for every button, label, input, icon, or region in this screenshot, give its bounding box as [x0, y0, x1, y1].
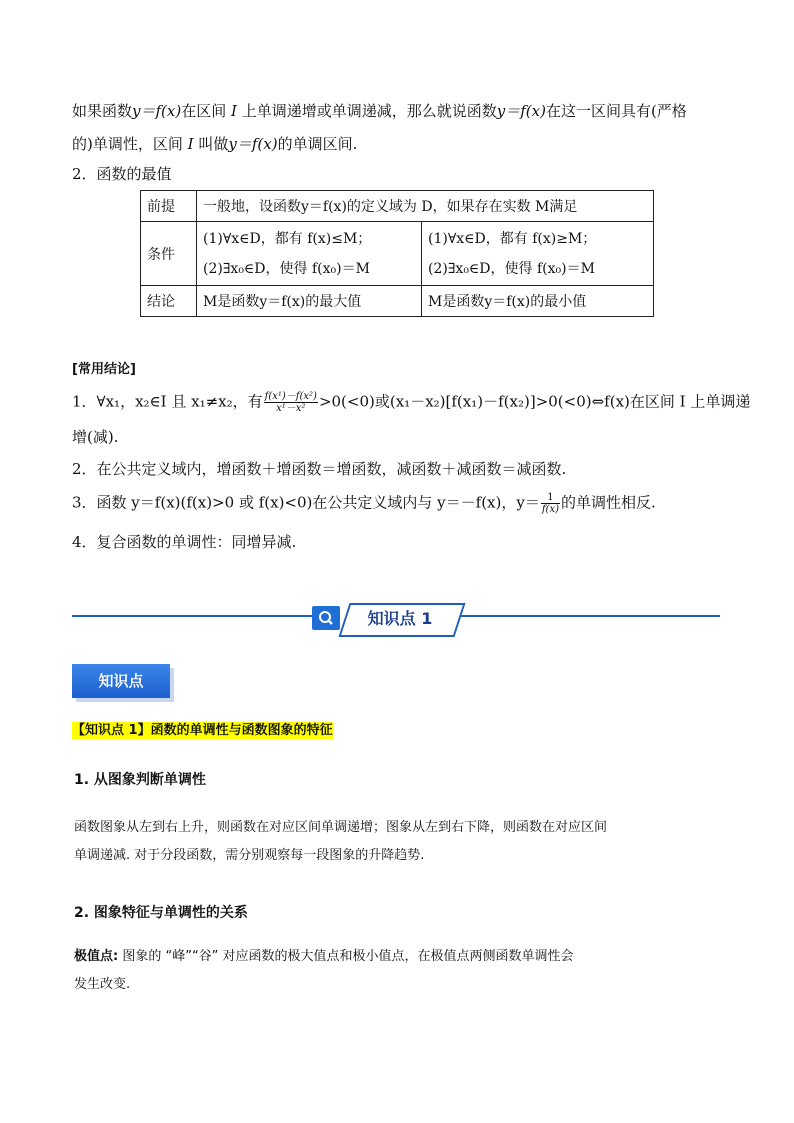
- conclusion-3: [72, 492, 656, 515]
- text: 在这一区间具有(严格: [545, 102, 687, 120]
- formula: y＝f(x): [228, 135, 278, 153]
- subsection-1-title: 1. 从图象判断单调性: [74, 772, 206, 788]
- conclusion-1-cont: 增(减).: [72, 428, 119, 446]
- section-title-extrema: 2．函数的最值: [72, 165, 172, 183]
- text: 图象的 “峰”“谷” 对应函数的极大值点和极小值点，在极值点两侧函数单调性会: [118, 949, 574, 964]
- term-label: 极值点:: [74, 949, 119, 964]
- max-conclusion-cell: M是函数y＝f(x)的最大值: [197, 286, 422, 317]
- text: >0(<0)或(x₁－x₂)[f(x₁)－f(x₂)]>0(<0)⇔f(x)在区间 I 上单调递: [318, 392, 751, 411]
- text: 叫做: [198, 135, 229, 153]
- body-line: 函数图象从左到右上升，则函数在对应区间单调递增；图象从左到右下降，则函数在对应区间: [74, 820, 608, 835]
- monotonic-definition-line2: [72, 134, 357, 154]
- conclusion-1: [72, 391, 750, 414]
- table-row: [141, 191, 654, 222]
- text: 1．∀x₁，x₂∈I 且 x₁≠x₂，有: [72, 392, 263, 411]
- highlight-text: 【知识点 1】函数的单调性与函数图象的特征: [72, 723, 333, 738]
- subsection-2-title: 2. 图象特征与单调性的关系: [74, 905, 248, 921]
- search-icon: [312, 606, 340, 630]
- extrema-table: [140, 190, 654, 317]
- monotonic-definition-line1: [72, 101, 687, 121]
- subsection-1-body: [74, 814, 724, 870]
- cell-line: (2)∃x₀∈D，使得 f(x₀)＝M: [428, 260, 595, 277]
- knowledge-tag: 知识点: [72, 664, 170, 698]
- cell-line: (1)∀x∈D，都有 f(x)≤M；: [203, 230, 372, 247]
- cell-line: (2)∃x₀∈D，使得 f(x₀)＝M: [203, 260, 370, 277]
- denominator: x¹－x²: [276, 403, 306, 414]
- text: 的单调性相反.: [561, 493, 656, 512]
- row-header: 结论: [141, 286, 197, 317]
- symbol: I: [187, 135, 194, 153]
- body-line: [74, 943, 724, 971]
- text: 的单调区间.: [277, 135, 358, 153]
- text: 3．函数 y＝f(x)(f(x)>0 或 f(x)<0)在公共定义域内与 y＝－f(x)，y＝: [72, 493, 540, 512]
- banner-title: 知识点 1: [367, 609, 433, 628]
- banner-rule-right: [458, 615, 720, 617]
- table-row: [141, 286, 654, 317]
- row-header: 条件: [141, 222, 197, 286]
- text: 在区间: [181, 102, 227, 120]
- formula: y＝f(x): [496, 102, 546, 120]
- numerator: f(x¹)－f(x²): [264, 391, 317, 402]
- text: 如果函数: [72, 102, 133, 120]
- min-condition-cell: [422, 222, 654, 286]
- conclusion-4: 4．复合函数的单调性：同增异减.: [72, 533, 297, 551]
- symbol: I: [231, 102, 237, 120]
- banner-rule-left: [72, 615, 316, 617]
- fraction: [541, 492, 560, 515]
- row-header: 前提: [141, 191, 197, 222]
- premise-cell: 一般地，设函数y＝f(x)的定义域为 D，如果存在实数 M满足: [197, 191, 654, 222]
- cell-line: (1)∀x∈D，都有 f(x)≥M；: [428, 230, 597, 247]
- text: 的)单调性，区间: [72, 135, 183, 153]
- subsection-2-body: [74, 943, 724, 999]
- max-condition-cell: [197, 222, 422, 286]
- text: 上单调递增或单调递减，那么就说函数: [241, 102, 497, 120]
- min-conclusion-cell: M是函数y＝f(x)的最小值: [422, 286, 654, 317]
- denominator: f(x): [541, 504, 559, 515]
- body-line: 单调递减. 对于分段函数，需分别观察每一段图象的升降趋势.: [74, 848, 425, 863]
- table-row: [141, 222, 654, 286]
- fraction: [264, 391, 318, 414]
- formula: y＝f(x): [132, 102, 182, 120]
- body-line: 发生改变.: [74, 977, 131, 992]
- knowledge-point-heading: [72, 719, 333, 738]
- numerator: 1: [541, 492, 560, 504]
- conclusions-title: [常用结论]: [72, 362, 136, 377]
- conclusion-2: 2．在公共定义域内，增函数＋增函数＝增函数，减函数＋减函数＝减函数.: [72, 460, 567, 478]
